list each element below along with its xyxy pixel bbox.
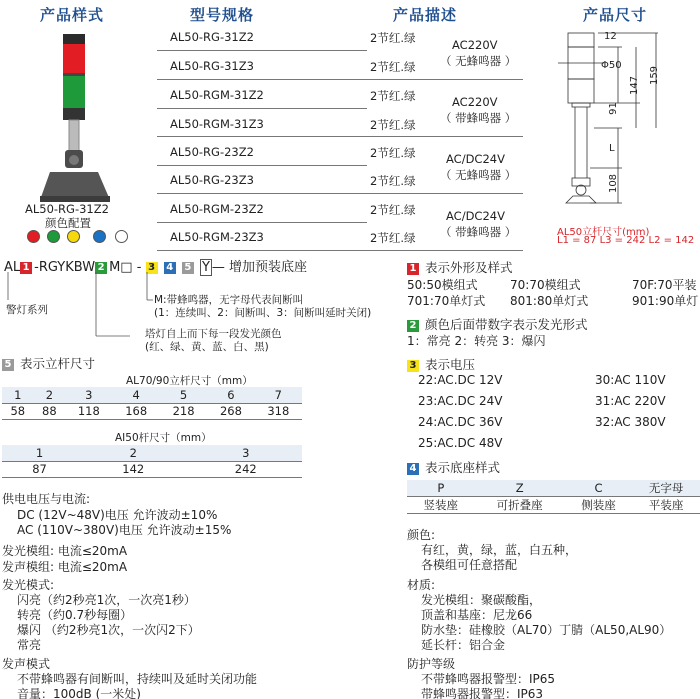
color-swatch-red — [27, 230, 40, 243]
model-layers: 2节红.绿 — [370, 89, 416, 103]
dim-159: 159 — [649, 65, 661, 86]
model-row: AL50-RG-31Z2 — [170, 30, 254, 44]
voltage-code: 30:AC 110V — [595, 373, 666, 387]
group-voltage: AC220V — [452, 38, 498, 52]
sec5-title: 5 表示立杆尺寸 — [2, 354, 95, 372]
material-3: 防水垫：硅橡胶（AL70）丁腈（AL50,AL90） — [421, 623, 672, 637]
sec2-title: 2 颜色后面带数字表示发光形式 — [407, 315, 588, 333]
supply-dc: DC (12V~48V)电压 允许波动±10% — [17, 508, 218, 522]
model-row: AL50-RGM-31Z2 — [170, 88, 264, 102]
model-layers: 2节红.绿 — [370, 118, 416, 132]
sec1-item: 50:50模组式 — [407, 278, 478, 292]
group-voltage: AC/DC24V — [446, 152, 505, 166]
sec1-item: 70F:70平装 — [632, 278, 697, 292]
model-layers: 2节红.绿 — [370, 203, 416, 217]
buzzer-note-1: M:带蜂鸣器，无字母代表间断叫 — [154, 294, 304, 306]
mode-rotate: 转亮（约0.7秒每圈） — [17, 608, 133, 622]
color-note-2: (红、绿、黄、蓝、白、黑) — [145, 341, 269, 353]
material-1: 发光模组：聚碳酸酯， — [421, 593, 542, 607]
sound-module: 发声模组: 电流≤20mA — [2, 560, 128, 574]
rod-table-al50: 1 2 3 87 142 242 — [2, 445, 302, 478]
group-buzzer: （ 无蜂鸣器 ） — [440, 168, 517, 182]
sec3-title: 3 表示电压 — [407, 355, 475, 373]
color-line-1: 有红，黄，绿，蓝，白五种， — [421, 543, 578, 557]
color-config-label: 颜色配置 — [45, 216, 91, 230]
group-buzzer: （ 带蜂鸣器 ） — [440, 225, 517, 239]
model-row: AL50-RGM-31Z3 — [170, 117, 264, 131]
sec1-item: 901:90单灯 — [632, 294, 699, 308]
mode-steady: 常亮 — [17, 638, 42, 652]
color-title: 颜色: — [407, 528, 436, 542]
header-size: 产品尺寸 — [583, 6, 648, 24]
dim-108: 108 — [608, 173, 620, 194]
voltage-code: 24:AC.DC 36V — [418, 415, 503, 429]
sec1-title: 1 表示外形及样式 — [407, 258, 513, 276]
header-style: 产品样式 — [40, 6, 105, 24]
model-row: AL50-RG-23Z2 — [170, 145, 254, 159]
dim-12: 12 — [604, 31, 617, 42]
sec1-item: 70:70模组式 — [510, 278, 581, 292]
mode-burst: 爆闪 （约2秒亮1次，一次闪2下） — [17, 623, 200, 637]
voltage-code: 31:AC 220V — [595, 394, 666, 408]
material-4: 延长杆：铝合金 — [421, 638, 506, 652]
voltage-code: 22:AC.DC 12V — [418, 373, 503, 387]
product-label: AL50-RG-31Z2 — [25, 202, 109, 216]
color-swatch-yellow — [67, 230, 80, 243]
dim-phi50: Φ50 — [601, 60, 622, 71]
color-swatch-green — [47, 230, 60, 243]
sound-title: 发声模式 — [2, 657, 51, 671]
rod-table-al70: 1 2 3 4 5 6 7 58 88 118 168 218 268 318 — [2, 387, 302, 420]
sec1-item: 701:70单灯式 — [407, 294, 486, 308]
mode-title: 发光模式: — [2, 578, 55, 592]
supply-title: 供电电压与电流: — [2, 492, 91, 506]
sound-desc: 不带蜂鸣器有间断叫，持续叫及延时关闭功能 — [17, 672, 258, 686]
dimension-drawing — [548, 28, 668, 224]
group-voltage: AC220V — [452, 95, 498, 109]
material-2: 顶盖和基座：尼龙66 — [421, 608, 533, 622]
model-layers: 2节红.绿 — [370, 174, 416, 188]
sec4-title: 4 表示底座样式 — [407, 458, 500, 476]
model-layers: 2节红.绿 — [370, 146, 416, 160]
series-label: 警灯系列 — [6, 304, 48, 316]
header-desc: 产品描述 — [393, 6, 458, 24]
drawing-caption: AL50立杆尺寸(mm) — [557, 227, 650, 238]
buzzer-note-2: (1：连续叫、2：间断叫、3：间断叫延时关闭) — [154, 307, 372, 319]
model-row: AL50-RG-23Z3 — [170, 173, 254, 187]
model-row: AL50-RGM-23Z3 — [170, 230, 264, 244]
voltage-code: 25:AC.DC 48V — [418, 436, 503, 450]
header-model: 型号规格 — [190, 6, 255, 24]
model-layers: 2节红.绿 — [370, 31, 416, 45]
protect-2: 带蜂鸣器报警型：IP63 — [421, 687, 544, 699]
light-module: 发光模组: 电流≤20mA — [2, 544, 128, 558]
sec2-items: 1：常亮 2：转亮 3：爆闪 — [407, 334, 546, 348]
code-line: AL 1 -RGYKBW 2 M□ - 3 4 5 Y — 增加预装底座 — [4, 260, 308, 275]
protect-title: 防护等级 — [407, 657, 456, 671]
rod-table1-title: AL70/90立杆尺寸（mm） — [126, 375, 253, 387]
dim-L: L — [609, 143, 615, 154]
mode-flash: 闪亮（约2秒亮1次，一次亮1秒） — [17, 593, 196, 607]
supply-ac: AC (110V~380V)电压 允许波动±15% — [17, 523, 232, 537]
model-layers: 2节红.绿 — [370, 231, 416, 245]
group-buzzer: （ 带蜂鸣器 ） — [440, 111, 517, 125]
tower-light-image — [30, 32, 130, 204]
sec1-item: 801:80单灯式 — [510, 294, 589, 308]
voltage-code: 32:AC 380V — [595, 415, 666, 429]
protect-1: 不带蜂鸣器报警型：IP65 — [421, 672, 556, 686]
group-voltage: AC/DC24V — [446, 209, 505, 223]
color-line-2: 各模组可任意搭配 — [421, 558, 518, 572]
dim-147: 147 — [629, 75, 641, 96]
volume: 音量：100dB (一米处) — [17, 687, 141, 699]
material-title: 材质: — [407, 578, 436, 592]
rod-table2-title: AI50杆尺寸（mm） — [115, 432, 212, 444]
dim-91: 91 — [607, 102, 619, 115]
color-swatch-white — [115, 230, 128, 243]
model-row: AL50-RGM-23Z2 — [170, 202, 264, 216]
group-buzzer: （ 无蜂鸣器 ） — [440, 54, 517, 68]
color-note-1: 塔灯自上而下每一段发光颜色 — [145, 328, 282, 340]
model-row: AL50-RG-31Z3 — [170, 59, 254, 73]
drawing-lengths: L1 = 87 L3 = 242 L2 = 142 — [557, 235, 695, 246]
model-layers: 2节红.绿 — [370, 60, 416, 74]
base-style-table: P Z C 无字母 竖装座 可折叠座 侧装座 平装座 — [407, 480, 700, 514]
color-swatch-blue — [93, 230, 106, 243]
voltage-code: 23:AC.DC 24V — [418, 394, 503, 408]
